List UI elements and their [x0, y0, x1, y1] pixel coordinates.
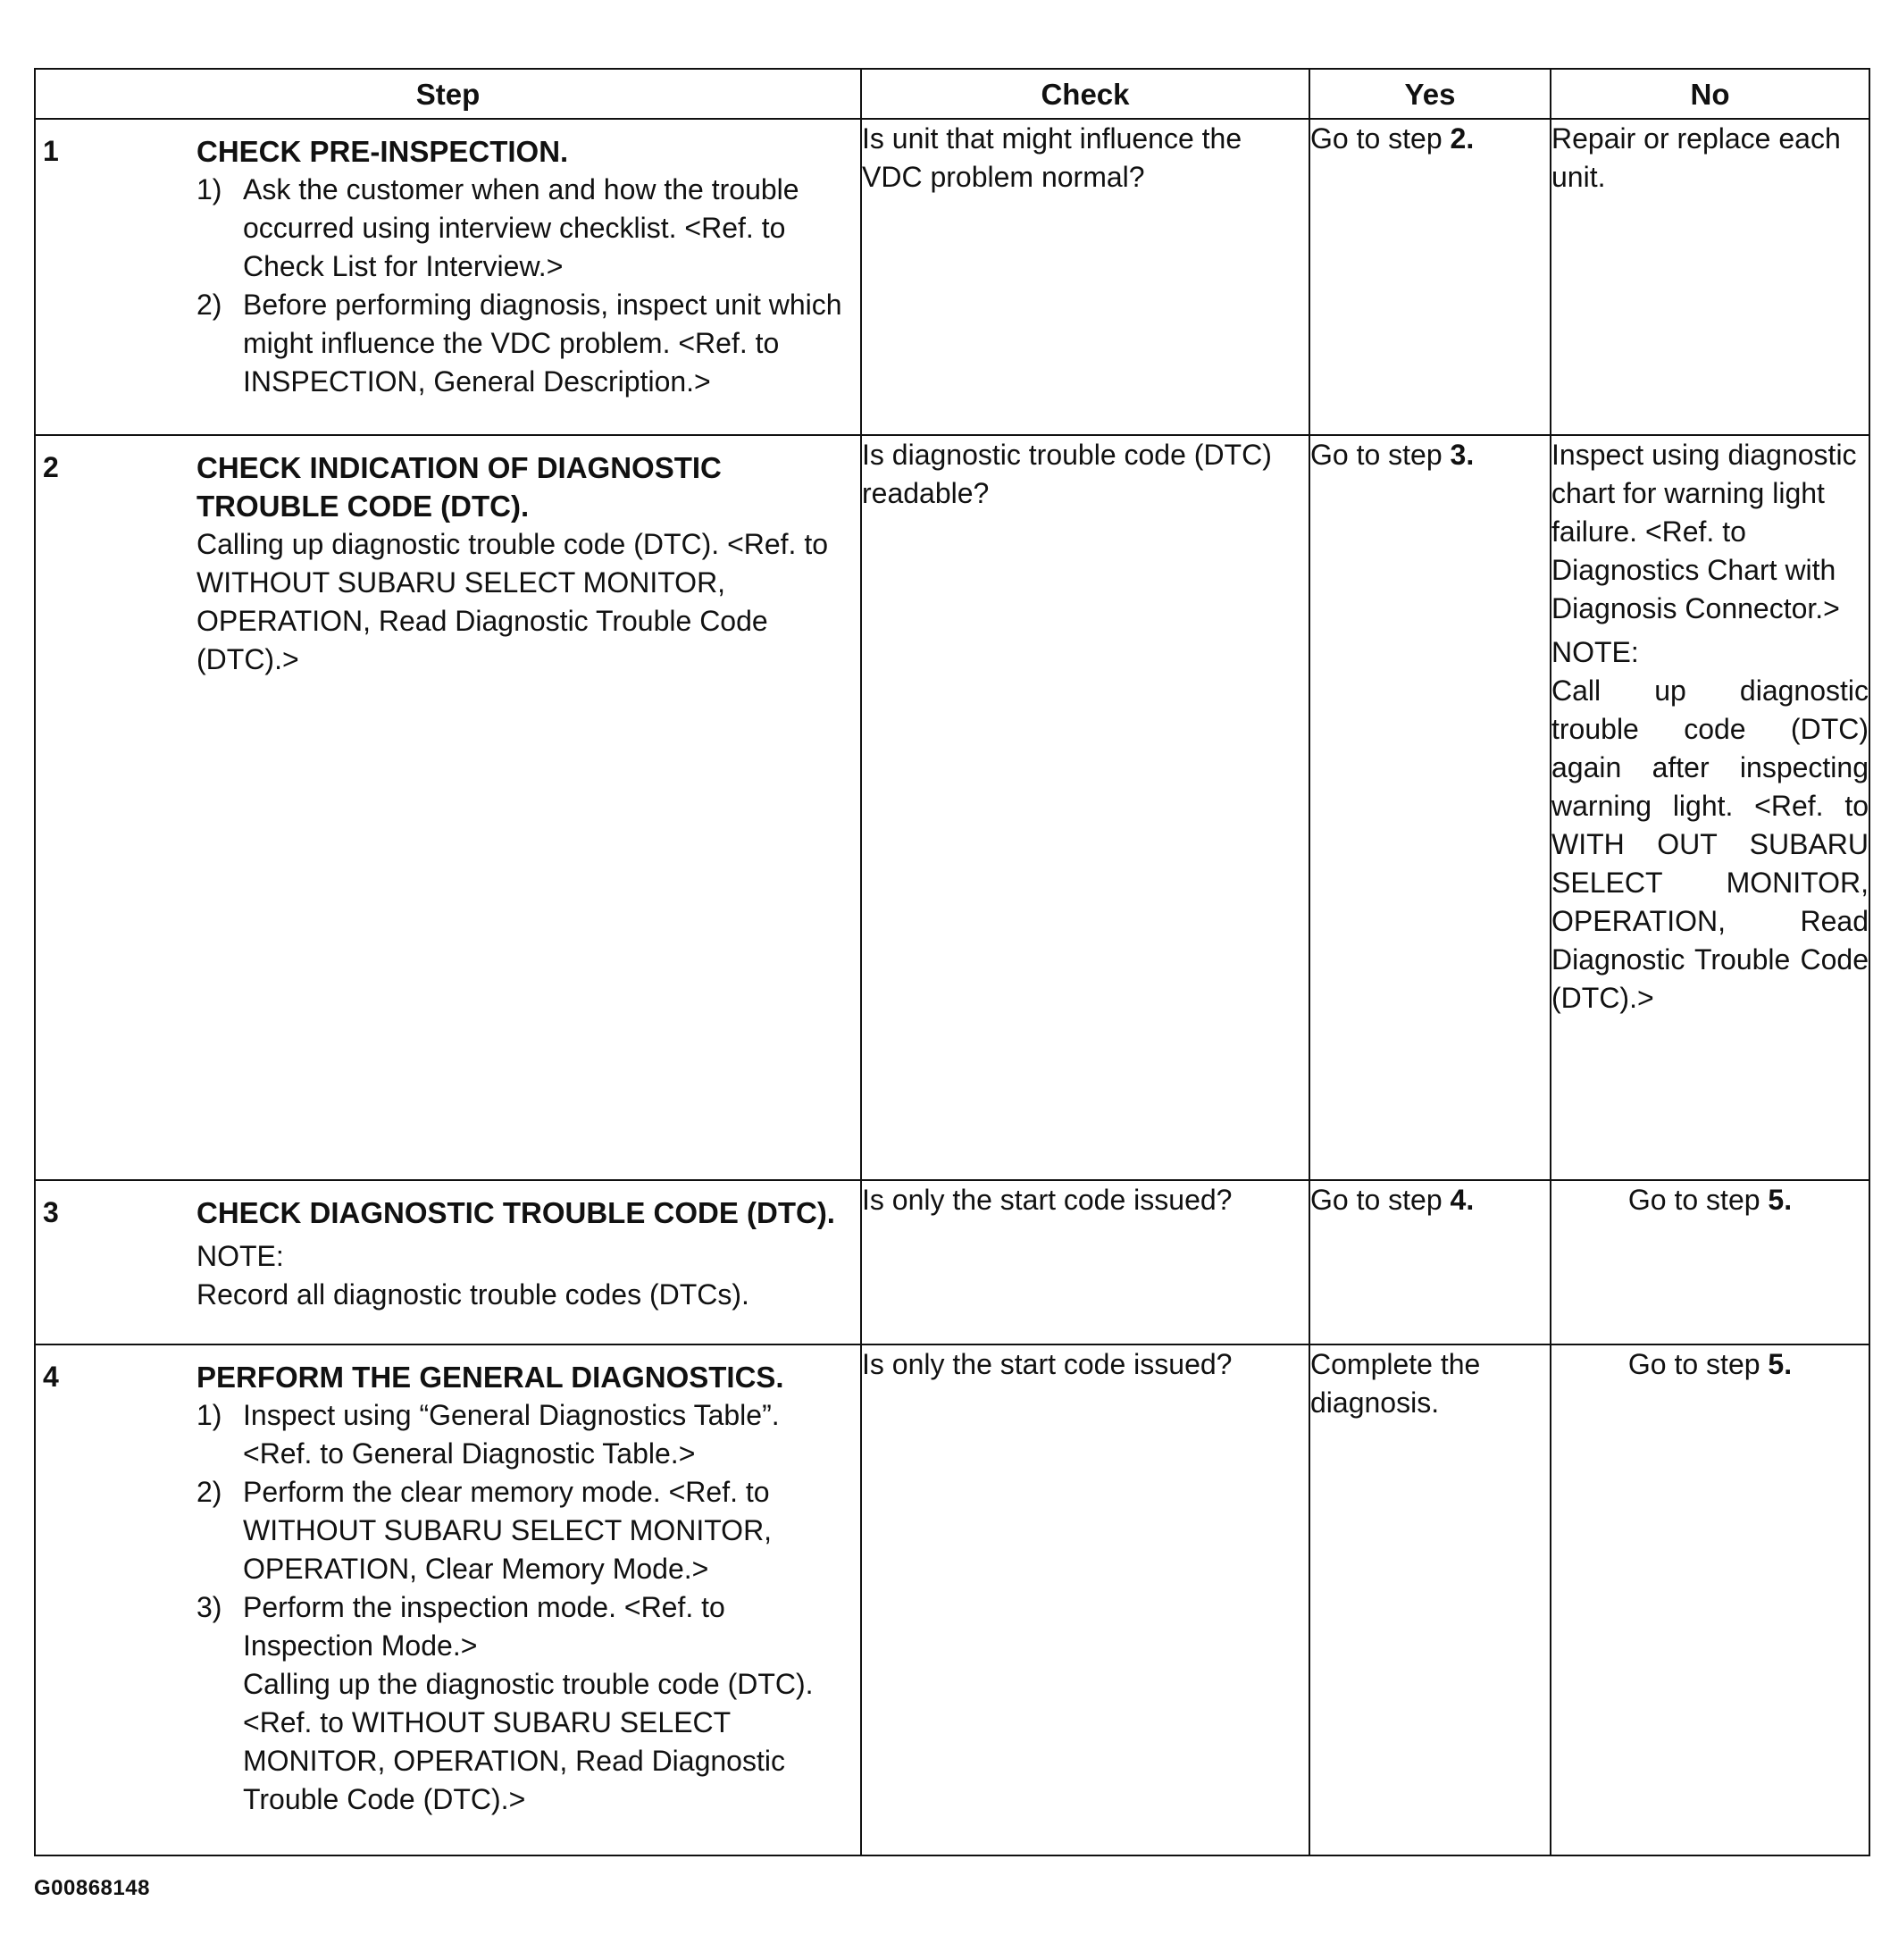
header-check: Check — [861, 69, 1309, 119]
substep — [197, 1396, 855, 1473]
table-row — [35, 435, 1869, 1180]
step-cell — [35, 1344, 861, 1855]
note-text: Record all diagnostic trouble codes (DTCs). — [197, 1278, 749, 1311]
step-title: CHECK PRE-INSPECTION. — [197, 135, 569, 168]
yes-cell — [1309, 435, 1551, 1180]
table-row — [35, 1180, 1869, 1344]
no-cell — [1551, 1344, 1869, 1855]
diagnostic-table — [34, 68, 1870, 1856]
substep-marker: 2) — [197, 1476, 222, 1508]
yes-cell — [1309, 1180, 1551, 1344]
substep-marker: 2) — [197, 289, 222, 321]
step-substeps — [197, 1396, 855, 1819]
yes-step-number: 4. — [1450, 1184, 1475, 1216]
step-cell — [35, 119, 861, 435]
no-text: Inspect using diagnostic chart for warning light failure. <Ref. to Diagnostics Chart with Diagnosis Connector.> — [1551, 439, 1857, 624]
yes-cell — [1309, 119, 1551, 435]
substep — [197, 286, 855, 401]
yes-text: Go to step — [1310, 122, 1451, 155]
note-text: Call up diagnostic trouble code (DTC) again after inspecting warning light. <Ref. to WITH OUT SUBARU SELECT MONITOR, OPERATION, Read Diagnostic Trouble Code (DTC).> — [1551, 674, 1869, 1014]
figure-id: G00868148 — [34, 1876, 150, 1900]
no-cell: Repair or replace each unit. — [1551, 119, 1869, 435]
table-row — [35, 119, 1869, 435]
no-text: Go to step — [1627, 1348, 1769, 1380]
substep-text: Ask the customer when and how the trouble occurred using interview checklist. <Ref. to Check List for Interview.> — [243, 173, 799, 282]
table-header-row — [35, 69, 1869, 119]
check-cell: Is only the start code issued? — [861, 1180, 1309, 1344]
no-cell — [1551, 1180, 1869, 1344]
substep-text: Inspect using “General Diagnostics Table”. <Ref. to General Diagnostic Table.> — [243, 1399, 780, 1470]
step-title: PERFORM THE GENERAL DIAGNOSTICS. — [197, 1361, 784, 1394]
table-row — [35, 1344, 1869, 1855]
check-cell: Is diagnostic trouble code (DTC) readable? — [861, 435, 1309, 1180]
note-label: NOTE: — [1551, 636, 1639, 668]
step-text: Calling up diagnostic trouble code (DTC). <Ref. to WITHOUT SUBARU SELECT MONITOR, OPERATION, Read Diagnostic Trouble Code (DTC).> — [197, 528, 829, 675]
no-step-number: 5. — [1768, 1184, 1793, 1216]
substep-marker: 1) — [197, 1399, 222, 1431]
step-number: 4 — [43, 1361, 59, 1393]
no-text: Go to step — [1627, 1184, 1769, 1216]
substep-text: Perform the inspection mode. <Ref. to Inspection Mode.> — [243, 1591, 725, 1662]
step-title: CHECK DIAGNOSTIC TROUBLE CODE (DTC). — [197, 1196, 835, 1229]
substep-continuation: Calling up the diagnostic trouble code (DTC). <Ref. to WITHOUT SUBARU SELECT MONITOR, OPERATION, Read Diagnostic Trouble Code (DTC).> — [243, 1668, 814, 1815]
substep — [197, 1588, 855, 1819]
substep-text: Before performing diagnosis, inspect unit which might influence the VDC problem. <Ref. to INSPECTION, General Description.> — [243, 289, 842, 398]
step-title: CHECK INDICATION OF DIAGNOSTIC TROUBLE CODE (DTC). — [197, 451, 722, 523]
note-label: NOTE: — [197, 1240, 284, 1272]
step-cell — [35, 435, 861, 1180]
yes-cell: Complete the diagnosis. — [1309, 1344, 1551, 1855]
step-number: 3 — [43, 1196, 59, 1228]
yes-text: Go to step — [1310, 439, 1451, 471]
substep — [197, 171, 855, 286]
yes-step-number: 3. — [1450, 439, 1475, 471]
header-step: Step — [35, 69, 861, 119]
substep — [197, 1473, 855, 1588]
no-step-number: 5. — [1768, 1348, 1793, 1380]
step-number: 2 — [43, 451, 59, 483]
step-cell — [35, 1180, 861, 1344]
substep-marker: 1) — [197, 173, 222, 205]
substep-text: Perform the clear memory mode. <Ref. to WITHOUT SUBARU SELECT MONITOR, OPERATION, Clear Memory Mode.> — [243, 1476, 773, 1585]
yes-text: Go to step — [1310, 1184, 1451, 1216]
check-cell: Is unit that might influence the VDC problem normal? — [861, 119, 1309, 435]
header-yes: Yes — [1309, 69, 1551, 119]
step-number: 1 — [43, 135, 59, 167]
no-cell — [1551, 435, 1869, 1180]
yes-step-number: 2. — [1450, 122, 1475, 155]
step-substeps — [197, 171, 855, 401]
substep-marker: 3) — [197, 1591, 222, 1623]
check-cell: Is only the start code issued? — [861, 1344, 1309, 1855]
header-no: No — [1551, 69, 1869, 119]
